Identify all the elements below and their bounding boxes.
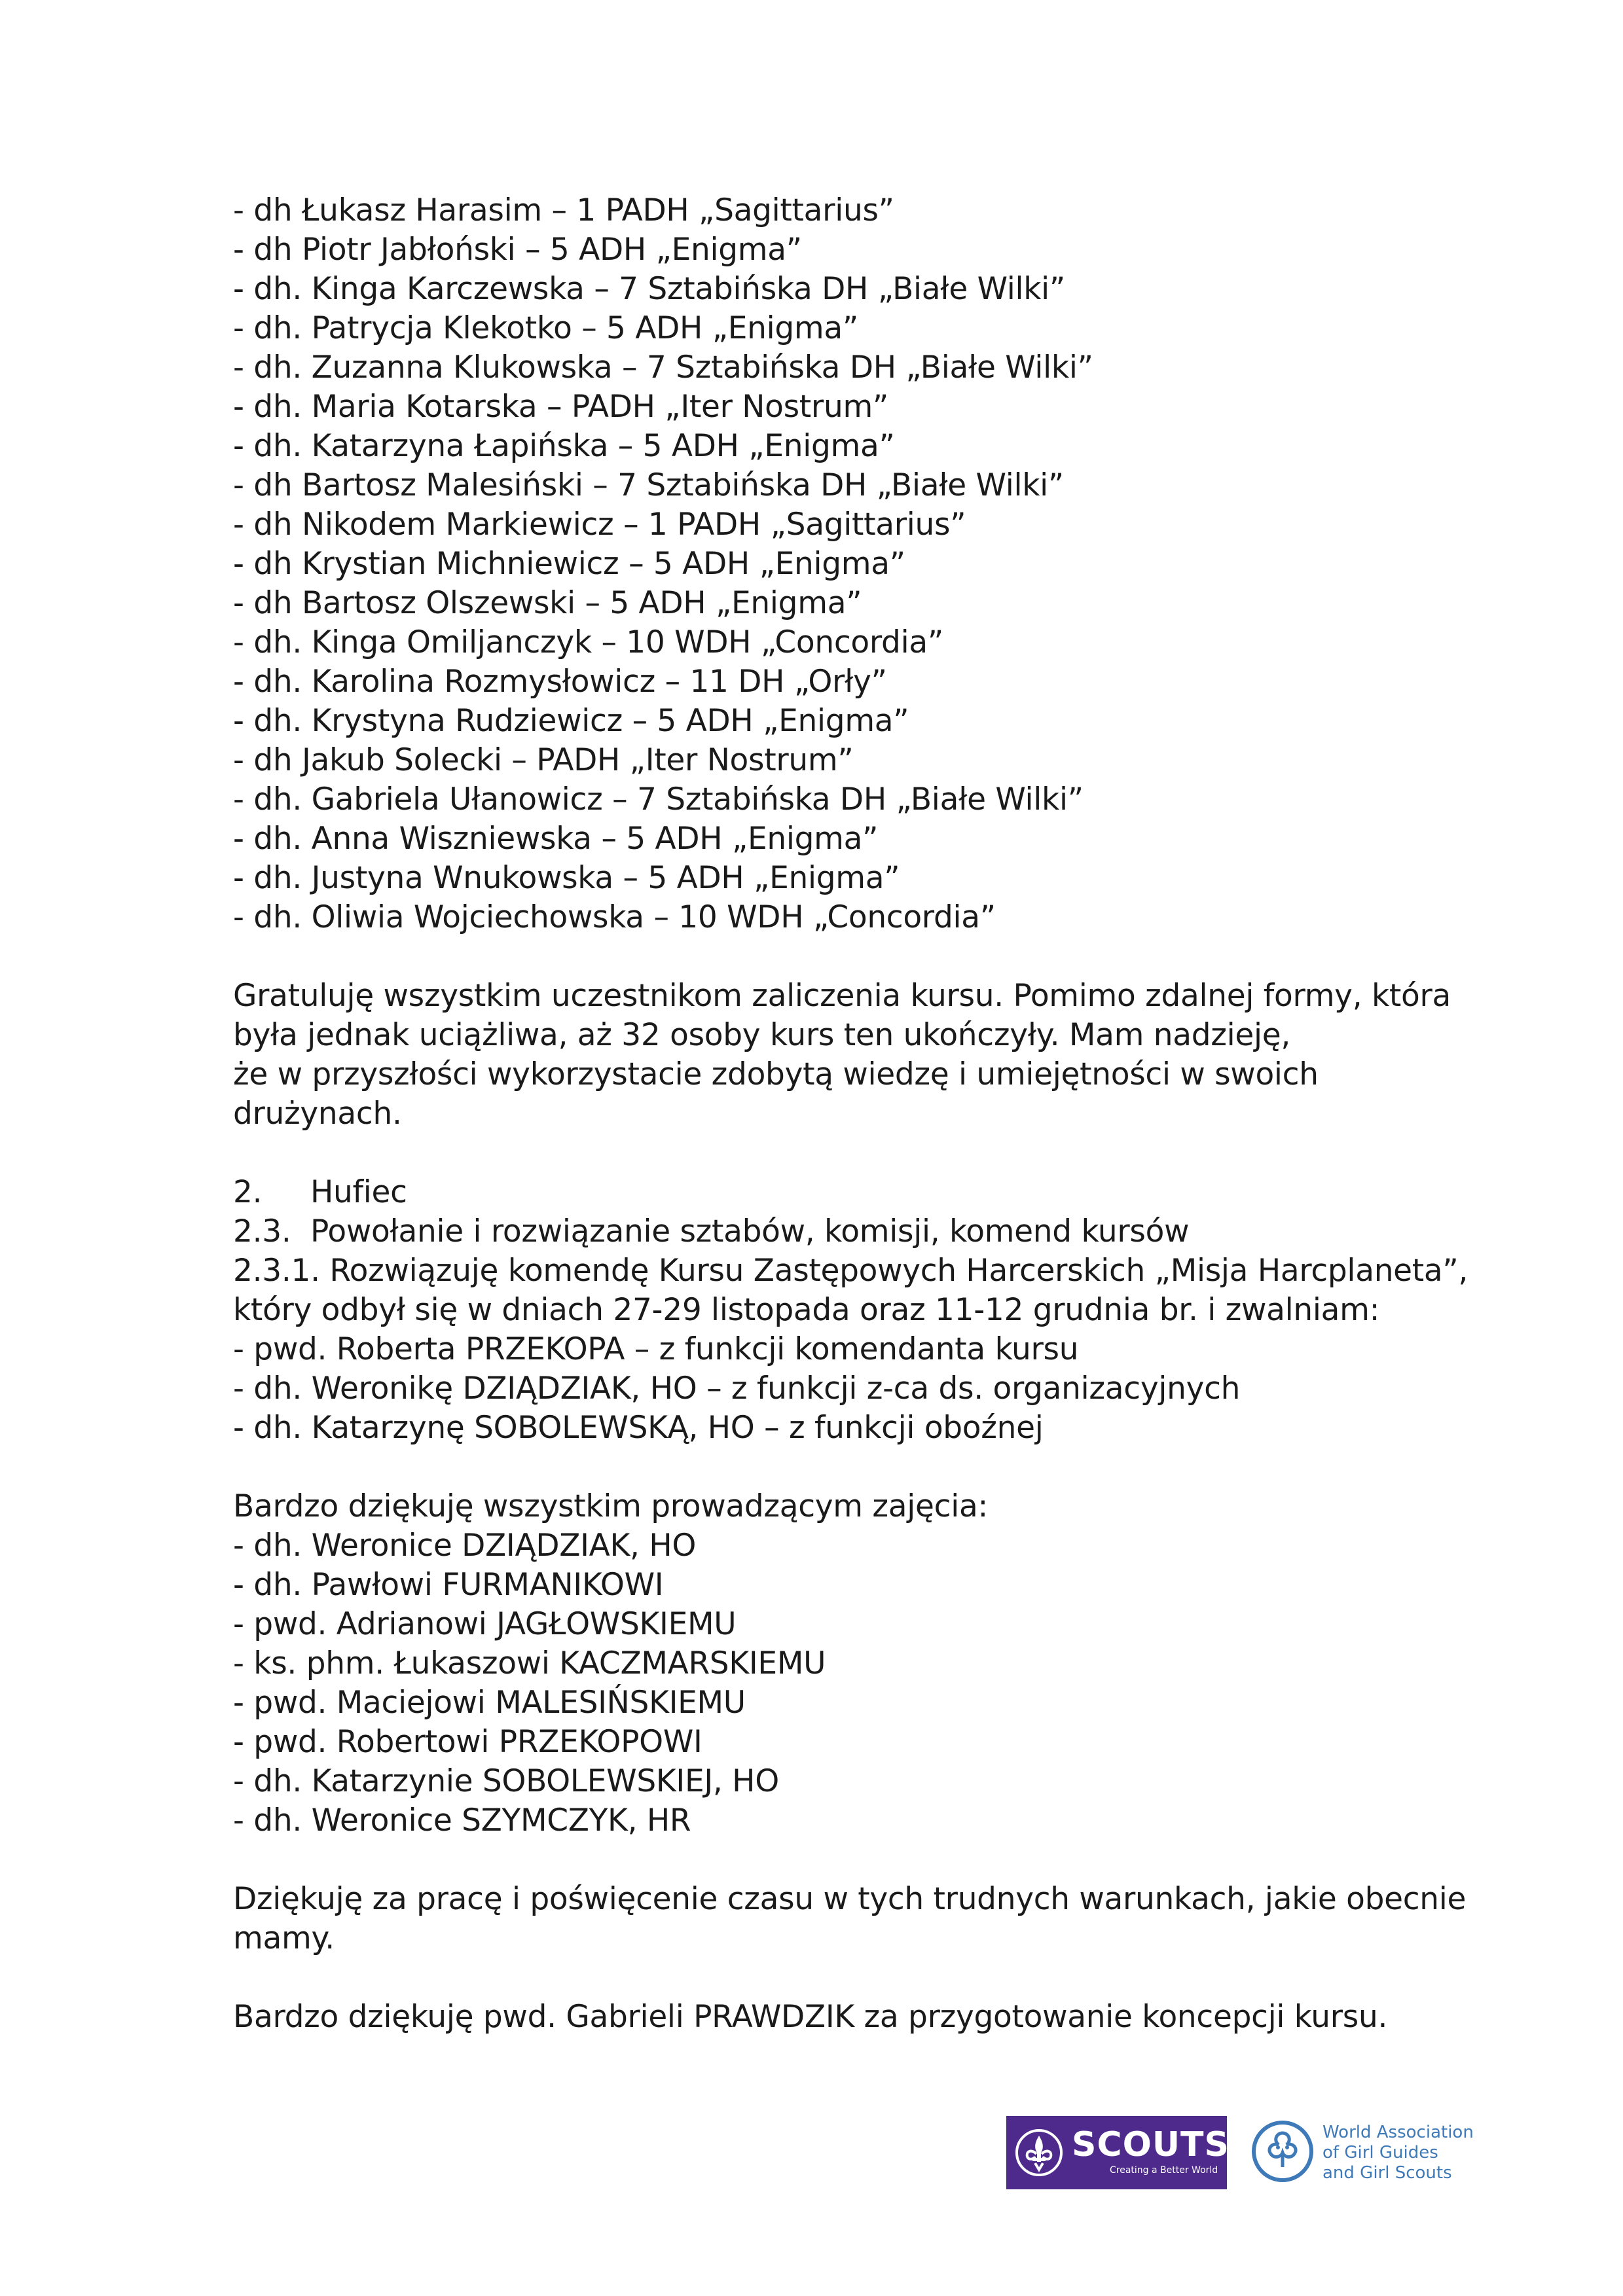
scouts-wordmark: SCOUTS bbox=[1072, 2125, 1230, 2164]
paragraph-line: Gratuluję wszystkim uczestnikom zaliczenia kursu. Pomimo zdalnej formy, która bbox=[233, 978, 1451, 1014]
list-item: - dh. Justyna Wnukowska – 5 ADH „Enigma” bbox=[233, 860, 900, 896]
list-item: - dh. Zuzanna Klukowska – 7 Sztabińska DH „Białe Wilki” bbox=[233, 350, 1093, 386]
list-item: - dh. Weronikę DZIĄDZIAK, HO – z funkcji z-ca ds. organizacyjnych bbox=[233, 1371, 1241, 1407]
section-title: Hufiec bbox=[310, 1174, 407, 1210]
list-item: - pwd. Adrianowi JAGŁOWSKIEMU bbox=[233, 1606, 737, 1642]
participants-list bbox=[233, 191, 1477, 937]
paragraph-line: drużynach. bbox=[233, 1096, 402, 1132]
list-item: - dh. Katarzyna Łapińska – 5 ADH „Enigma” bbox=[233, 428, 895, 464]
paragraph-line: że w przyszłości wykorzystacie zdobytą wiedzę i umiejętności w swoich bbox=[233, 1056, 1319, 1092]
list-item: - dh. Katarzynie SOBOLEWSKIEJ, HO bbox=[233, 1763, 779, 1799]
instructors-thanks bbox=[233, 1487, 1477, 1840]
scouts-logo bbox=[1006, 2116, 1230, 2189]
list-item: - dh Łukasz Harasim – 1 PADH „Sagittarius” bbox=[233, 192, 894, 228]
trefoil-icon bbox=[1250, 2119, 1315, 2184]
paragraph-line: 2.3.1. Rozwiązuję komendę Kursu Zastępowych Harcerskich „Misja Harcplaneta”, bbox=[233, 1253, 1468, 1289]
wagggs-line: and Girl Scouts bbox=[1322, 2163, 1452, 2183]
paragraph-line: mamy. bbox=[233, 1920, 335, 1956]
list-item: - dh. Oliwia Wojciechowska – 10 WDH „Concordia” bbox=[233, 899, 996, 935]
list-item: - dh. Pawłowi FURMANIKOWI bbox=[233, 1567, 664, 1603]
work-thanks-paragraph bbox=[233, 1880, 1477, 1958]
list-item: - dh Bartosz Malesiński – 7 Sztabińska DH „Białe Wilki” bbox=[233, 467, 1064, 503]
list-item: - dh Krystian Michniewicz – 5 ADH „Enigma” bbox=[233, 546, 905, 582]
list-item: - dh. Kinga Karczewska – 7 Sztabińska DH „Białe Wilki” bbox=[233, 271, 1065, 307]
spacer bbox=[233, 1840, 1477, 1880]
fleur-de-lis-icon bbox=[1006, 2116, 1072, 2189]
list-item: - dh. Gabriela Ułanowicz – 7 Sztabińska DH „Białe Wilki” bbox=[233, 781, 1084, 817]
list-item: - dh. Weronice SZYMCZYK, HR bbox=[233, 1803, 691, 1839]
wagggs-line: World Association bbox=[1322, 2123, 1474, 2142]
wagggs-line: of Girl Guides bbox=[1322, 2143, 1438, 2162]
list-item: - dh. Patrycja Klekotko – 5 ADH „Enigma” bbox=[233, 310, 858, 346]
list-item: - dh. Weronice DZIĄDZIAK, HO bbox=[233, 1528, 697, 1564]
list-item: - dh. Anna Wiszniewska – 5 ADH „Enigma” bbox=[233, 821, 879, 857]
spacer bbox=[233, 1448, 1477, 1487]
point-2-3-1 bbox=[233, 1251, 1477, 1448]
subsection-heading bbox=[233, 1212, 1477, 1251]
wagggs-wordmark bbox=[1322, 2123, 1474, 2183]
subsection-title: Powołanie i rozwiązanie sztabów, komisji, komend kursów bbox=[310, 1213, 1190, 1249]
list-item: - pwd. Robertowi PRZEKOPOWI bbox=[233, 1724, 702, 1760]
congratulations-paragraph bbox=[233, 977, 1477, 1134]
list-item: - dh Nikodem Markiewicz – 1 PADH „Sagittarius” bbox=[233, 507, 966, 543]
paragraph-line: który odbył się w dniach 27-29 listopada oraz 11-12 grudnia br. i zwalniam: bbox=[233, 1292, 1380, 1328]
section-number: 2. bbox=[233, 1174, 263, 1210]
paragraph-line: Dziękuję za pracę i poświęcenie czasu w tych trudnych warunkach, jakie obecnie bbox=[233, 1881, 1467, 1917]
spacer bbox=[233, 1134, 1477, 1173]
list-item: - dh. Maria Kotarska – PADH „Iter Nostrum” bbox=[233, 389, 888, 425]
paragraph-line: Bardzo dziękuję wszystkim prowadzącym zajęcia: bbox=[233, 1488, 989, 1524]
paragraph-line: była jednak uciążliwa, aż 32 osoby kurs ten ukończyły. Mam nadzieję, bbox=[233, 1017, 1291, 1053]
subsection-number: 2.3. bbox=[233, 1213, 291, 1249]
spacer bbox=[233, 1958, 1477, 1998]
list-item: - dh. Katarzynę SOBOLEWSKĄ, HO – z funkcji oboźnej bbox=[233, 1410, 1044, 1446]
document-body bbox=[233, 191, 1477, 2037]
list-item: - ks. phm. Łukaszowi KACZMARSKIEMU bbox=[233, 1645, 826, 1681]
scouts-tagline: Creating a Better World bbox=[1110, 2165, 1218, 2176]
list-item: - dh. Karolina Rozmysłowicz – 11 DH „Orły” bbox=[233, 664, 887, 700]
list-item: - dh Jakub Solecki – PADH „Iter Nostrum” bbox=[233, 742, 854, 778]
list-item: - dh. Krystyna Rudziewicz – 5 ADH „Enigma” bbox=[233, 703, 909, 739]
list-item: - pwd. Maciejowi MALESIŃSKIEMU bbox=[233, 1685, 746, 1721]
spacer bbox=[233, 937, 1477, 977]
list-item: - dh Piotr Jabłoński – 5 ADH „Enigma” bbox=[233, 232, 802, 268]
section-heading bbox=[233, 1173, 1477, 1212]
list-item: - dh. Kinga Omiljanczyk – 10 WDH „Concordia” bbox=[233, 624, 943, 660]
final-thanks: Bardzo dziękuję pwd. Gabrieli PRAWDZIK za przygotowanie koncepcji kursu. bbox=[233, 1999, 1388, 2035]
footer-logos bbox=[1006, 2116, 1478, 2191]
list-item: - dh Bartosz Olszewski – 5 ADH „Enigma” bbox=[233, 585, 862, 621]
list-item: - pwd. Roberta PRZEKOPA – z funkcji komendanta kursu bbox=[233, 1331, 1079, 1367]
